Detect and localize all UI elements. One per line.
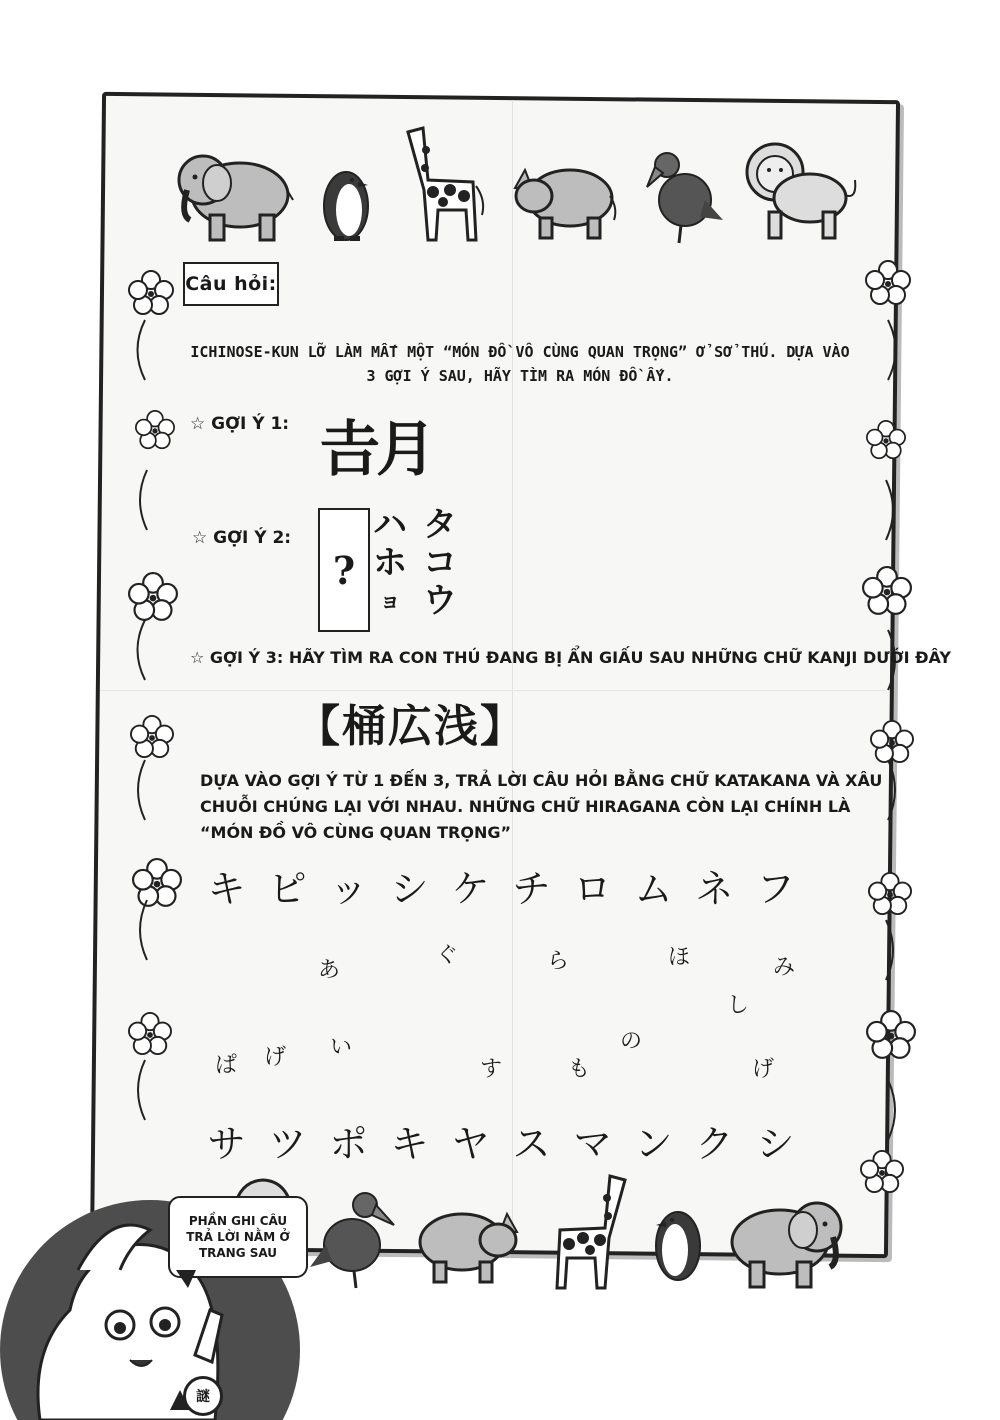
katakana-top-row — [196, 858, 806, 913]
hint-1-label-text: GỢI Ý 1: — [211, 414, 290, 434]
hint-2-question-box: ? — [318, 508, 370, 632]
lion-icon — [745, 140, 860, 242]
kana-char: ス — [512, 1122, 551, 1166]
speech-bubble-tail — [176, 1270, 196, 1288]
kana-char: ク — [695, 1122, 734, 1166]
hint-3-label — [190, 648, 951, 667]
shoebill-icon — [645, 145, 725, 245]
kana-char: ケ — [451, 867, 490, 911]
penguin-icon — [316, 158, 376, 243]
kana-char: の — [620, 1029, 643, 1054]
hint-2-label — [192, 528, 291, 548]
hint-2-column-left — [370, 506, 410, 620]
kana-char: ヤ — [451, 1122, 490, 1166]
kana-char: ツ — [268, 1122, 307, 1166]
giraffe-icon — [398, 120, 488, 242]
kana-char: コ — [423, 543, 457, 583]
rhino-icon — [412, 1204, 522, 1286]
hint-3-text: HÃY TÌM RA CON THÚ ĐANG BỊ ẨN GIẤU SAU NHỮNG CHỮ KANJI DƯỚI ĐÂY — [288, 648, 951, 667]
kana-char: タ — [423, 505, 457, 545]
rhino-icon — [510, 160, 620, 242]
elephant-icon — [165, 145, 295, 245]
kana-char: し — [727, 993, 750, 1018]
elephant-icon — [725, 1192, 855, 1292]
question-title: Câu hỏi: — [183, 262, 279, 306]
vine-right-decoration — [868, 300, 908, 1200]
mascot-badge: 謎 — [183, 1376, 223, 1416]
star-icon: ☆ — [190, 414, 206, 434]
question-text: ICHINOSE-KUN LỠ LÀM MẤT MỘT “MÓN ĐỒ VÔ CÙNG QUAN TRỌNG” Ở SỞ THÚ. DỰA VÀO 3 GỢI Ý SAU, HÃY TÌM RA MÓN ĐỒ ẤY. — [190, 343, 850, 385]
hint-1-kanji: 𠮷月 — [320, 415, 432, 485]
kana-char: ホ — [373, 543, 407, 583]
kana-char: ハ — [373, 505, 407, 545]
giraffe-icon — [545, 1168, 635, 1290]
speech-bubble: PHẦN GHI CÂU TRẢ LỜI NẰM Ở TRANG SAU — [168, 1196, 308, 1278]
kana-char: も — [568, 1057, 591, 1082]
kana-char: フ — [756, 867, 795, 911]
kana-char: げ — [752, 1057, 775, 1082]
kana-char: サ — [207, 1122, 246, 1166]
kana-char: ぐ — [436, 943, 459, 968]
vine-left-decoration — [125, 300, 165, 1200]
hint-3-kanji: 【桶広浅】 — [296, 701, 526, 752]
kana-char: ッ — [329, 867, 368, 911]
kana-char: マ — [573, 1122, 612, 1166]
hint-2-column-right — [420, 506, 460, 620]
shoebill-icon — [310, 1185, 395, 1290]
hint-1-label — [190, 414, 289, 434]
kana-char: ぱ — [215, 1053, 238, 1078]
fold-line-vertical — [512, 100, 513, 1245]
kana-char: ポ — [329, 1122, 368, 1166]
kana-char: キ — [207, 867, 246, 911]
kana-char: ほ — [668, 945, 691, 970]
penguin-icon — [648, 1198, 708, 1283]
kana-char: ロ — [573, 867, 612, 911]
kana-char: ら — [547, 949, 570, 974]
kana-char: ピ — [268, 867, 307, 911]
kana-char: ン — [634, 1122, 673, 1166]
kana-char: ョ — [378, 588, 401, 614]
kana-char: み — [773, 955, 796, 980]
star-icon: ☆ — [192, 528, 208, 548]
kana-char: ネ — [695, 867, 734, 911]
kana-char: ム — [634, 867, 673, 911]
kana-char: い — [330, 1035, 353, 1060]
kana-char: あ — [318, 958, 341, 983]
kana-char: ウ — [423, 581, 457, 621]
hint-2-label-text: GỢI Ý 2: — [213, 528, 292, 548]
star-icon: ☆ — [190, 648, 205, 667]
hint-3-label-text: GỢI Ý 3: — [209, 648, 284, 667]
kana-char: げ — [264, 1045, 287, 1070]
kana-char: す — [480, 1057, 503, 1082]
kana-char: キ — [390, 1122, 429, 1166]
kana-char: シ — [756, 1122, 795, 1166]
kana-char: シ — [390, 867, 429, 911]
mascot-character — [0, 1150, 310, 1420]
kana-char: チ — [512, 867, 551, 911]
instruction-text: DỰA VÀO GỢI Ý TỪ 1 ĐẾN 3, TRẢ LỜI CÂU HỎI BẰNG CHỮ KATAKANA VÀ XÂU CHUỖI CHÚNG LẠI VỚI NHAU. NHỮNG CHỮ HIRAGANA CÒN LẠI CHÍNH LÀ “MÓN ĐỒ VÔ CÙNG QUAN TRỌNG” — [200, 771, 883, 842]
